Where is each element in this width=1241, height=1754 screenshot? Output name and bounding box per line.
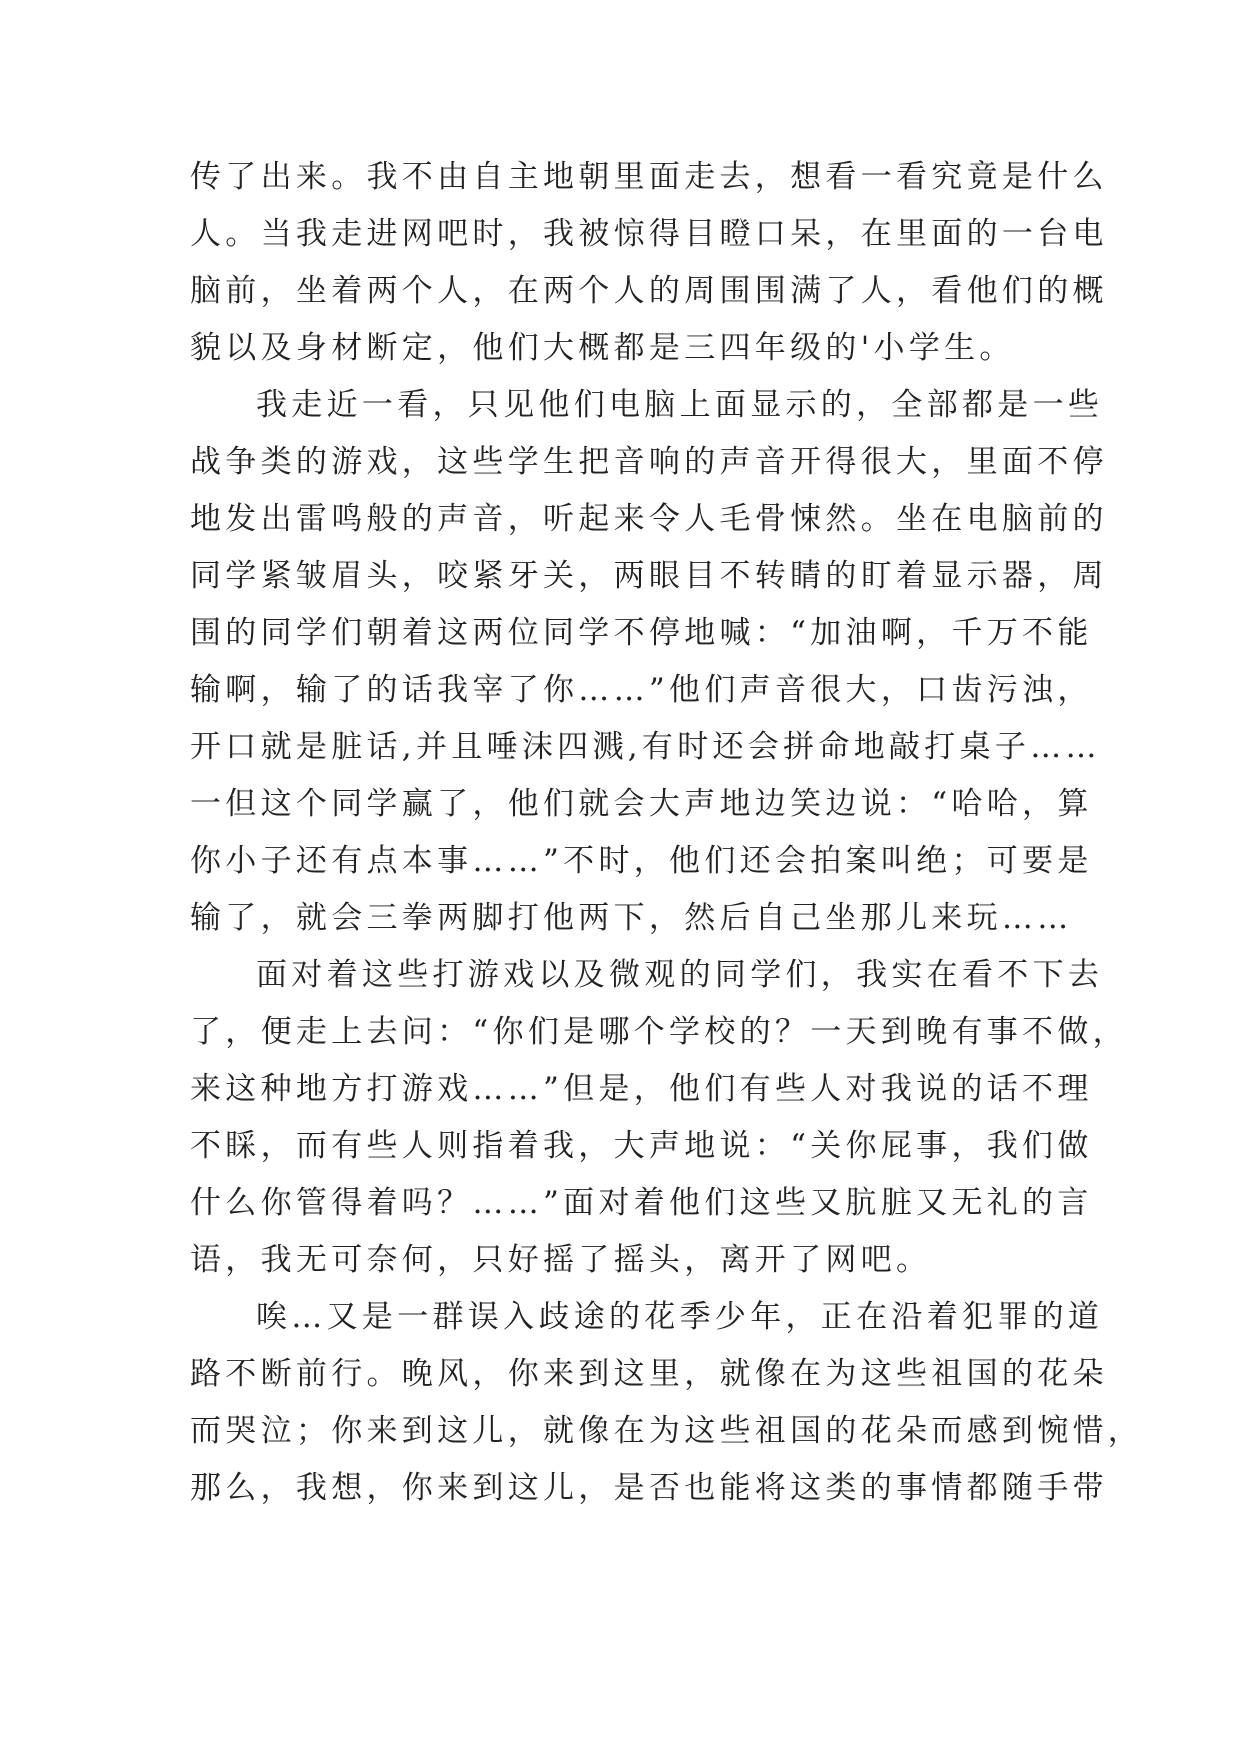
text-line: 人。当我走进网吧时，我被惊得目瞪口呆，在里面的一台电 (190, 216, 1108, 252)
text-line: 而哭泣；你来到这儿，就像在为这些祖国的花朵而感到惋惜， (190, 1413, 1144, 1449)
paragraph-start-line: 面对着这些打游戏以及微观的同学们，我实在看不下去 (256, 957, 1104, 993)
text-line: 传了出来。我不由自主地朝里面走去，想看一看究竟是什么 (190, 159, 1108, 195)
text-line: 一但这个同学赢了，他们就会大声地边笑边说：“哈哈，算 (190, 786, 1093, 822)
text-line: 来这种地方打游戏……”但是，他们有些人对我说的话不理 (190, 1071, 1093, 1107)
text-line: 脑前，坐着两个人，在两个人的周围围满了人，看他们的概 (190, 273, 1108, 309)
text-line: 什么你管得着吗？……”面对着他们这些又肮脏又无礼的言 (190, 1185, 1093, 1221)
paragraph-start-line: 唉…又是一群误入歧途的花季少年，正在沿着犯罪的道 (256, 1299, 1104, 1335)
text-line: 输啊，输了的话我宰了你……”他们声音很大，口齿污浊， (190, 672, 1093, 708)
text-line: 那么，我想，你来到这儿，是否也能将这类的事情都随手带 (190, 1470, 1108, 1506)
text-line: 路不断前行。晚风，你来到这里，就像在为这些祖国的花朵 (190, 1356, 1108, 1392)
text-line: 战争类的游戏，这些学生把音响的声音开得很大，里面不停 (190, 444, 1108, 480)
text-line: 不睬，而有些人则指着我，大声地说：“关你屁事，我们做 (190, 1128, 1093, 1164)
text-line: 了，便走上去问：“你们是哪个学校的？一天到晚有事不做， (190, 1014, 1128, 1050)
text-line: 开口就是脏话,并且唾沫四溅,有时还会拼命地敲打桌子…… (190, 729, 1101, 765)
text-line: 语，我无可奈何，只好摇了摇头，离开了网吧。 (190, 1242, 932, 1278)
text-line: 貌以及身材断定，他们大概都是三四年级的'小学生。 (190, 330, 1015, 366)
text-line: 同学紧皱眉头，咬紧牙关，两眼目不转睛的盯着显示器，周 (190, 558, 1108, 594)
text-line: 地发出雷鸣般的声音，听起来令人毛骨悚然。坐在电脑前的 (190, 501, 1108, 537)
text-line: 围的同学们朝着这两位同学不停地喊：“加油啊，千万不能 (190, 615, 1093, 651)
text-line: 你小子还有点本事……”不时，他们还会拍案叫绝；可要是 (190, 843, 1093, 879)
paragraph-start-line: 我走近一看，只见他们电脑上面显示的，全部都是一些 (256, 387, 1104, 423)
text-line: 输了，就会三拳两脚打他两下，然后自己坐那儿来玩…… (190, 900, 1073, 936)
